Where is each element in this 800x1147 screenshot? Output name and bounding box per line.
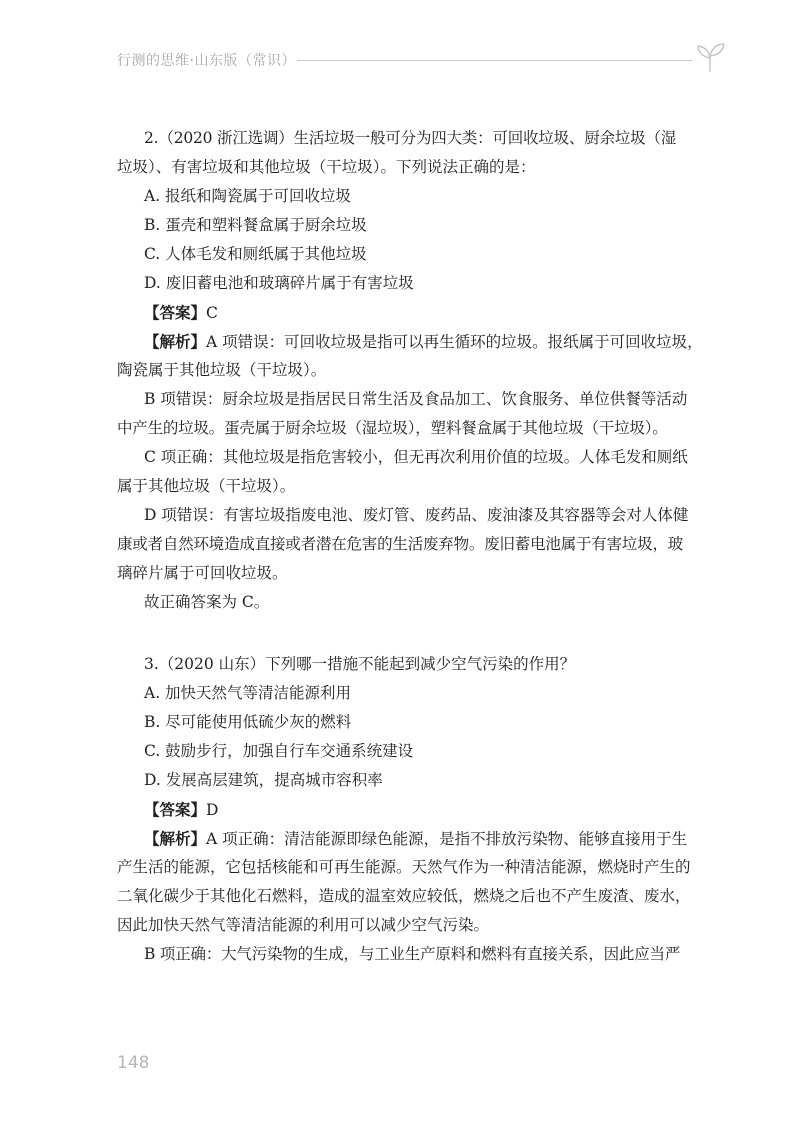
analysis-line	[117, 327, 723, 356]
option-d: D. 发展高层建筑，提高城市容积率	[144, 771, 383, 789]
analysis-text: 产生活的能源，它包括核能和可再生能源。天然气作为一种清洁能源，燃烧时产生的	[117, 858, 691, 876]
option-d: D. 废旧蓄电池和玻璃碎片属于有害垃圾	[144, 274, 414, 292]
conclusion: 故正确答案为 C。	[144, 593, 270, 611]
option-a: A. 加快天然气等清洁能源利用	[144, 684, 352, 702]
analysis-text: 属于其他垃圾（干垃圾）。	[117, 477, 296, 495]
answer-value: D	[206, 801, 219, 819]
option-b: B. 蛋壳和塑料餐盒属于厨余垃圾	[144, 216, 367, 234]
question-gap	[117, 617, 723, 650]
analysis-label: 【解析】	[144, 332, 207, 351]
analysis-text: 康或者自然环境造成直接或者潜在危害的生活废弃物。废旧蓄电池属于有害垃圾，玻	[117, 535, 684, 553]
option-c: C. 人体毛发和厕纸属于其他垃圾	[144, 245, 367, 263]
page-number: 148	[117, 1053, 150, 1073]
answer-line	[117, 298, 723, 327]
analysis-line	[117, 824, 723, 853]
analysis-text: A 项正确：清洁能源即绿色能源，是指不排放污染物、能够直接用于生	[206, 830, 688, 848]
book-title: 行测的思维·山东版（常识）	[117, 53, 296, 69]
analysis-text: 因此加快天然气等清洁能源的利用可以减少空气污染。	[117, 916, 490, 934]
question-stem: 3.（2020 山东）下列哪一措施不能起到减少空气污染的作用？	[144, 655, 576, 673]
question-3	[117, 650, 723, 969]
answer-label: 【答案】	[144, 303, 207, 322]
answer-line	[117, 795, 723, 824]
option-c: C. 鼓励步行，加强自行车交通系统建设	[144, 742, 414, 760]
running-header	[117, 48, 717, 78]
analysis-text: A 项错误：可回收垃圾是指可以再生循环的垃圾。报纸属于可回收垃圾，	[206, 333, 703, 351]
answer-value: C	[206, 304, 218, 322]
option-b: B. 尽可能使用低硫少灰的燃料	[144, 713, 352, 731]
question-2	[117, 124, 723, 617]
analysis-text: 二氧化碳少于其他化石燃料，造成的温室效应较低，燃烧之后也不产生废渣、废水，	[117, 887, 691, 905]
analysis-text: B 项错误：厨余垃圾是指居民日常生活及食品加工、饮食服务、单位供餐等活动	[144, 390, 688, 408]
sprout-icon	[690, 36, 730, 76]
page-body	[117, 124, 723, 969]
analysis-text: C 项正确：其他垃圾是指危害较小，但无再次利用价值的垃圾。人体毛发和厕纸	[144, 448, 688, 466]
analysis-text: B 项正确：大气污染物的生成，与工业生产原料和燃料有直接关系，因此应当严	[144, 945, 681, 963]
analysis-text: 中产生的垃圾。蛋壳属于厨余垃圾（湿垃圾），塑料餐盒属于其他垃圾（干垃圾）。	[117, 419, 668, 437]
analysis-text: 璃碎片属于可回收垃圾。	[117, 564, 288, 582]
question-stem: 垃圾）、有害垃圾和其他垃圾（干垃圾）。下列说法正确的是：	[117, 158, 536, 176]
analysis-text: 陶瓷属于其他垃圾（干垃圾）。	[117, 361, 327, 379]
option-a: A. 报纸和陶瓷属于可回收垃圾	[144, 187, 352, 205]
question-stem: 2.（2020 浙江选调）生活垃圾一般可分为四大类：可回收垃圾、厨余垃圾（湿	[144, 129, 677, 147]
analysis-text: D 项错误：有害垃圾指废电池、废灯管、废药品、废油漆及其容器等会对人体健	[144, 506, 689, 524]
header-rule	[297, 60, 692, 61]
answer-label: 【答案】	[144, 800, 207, 819]
analysis-label: 【解析】	[144, 829, 207, 848]
